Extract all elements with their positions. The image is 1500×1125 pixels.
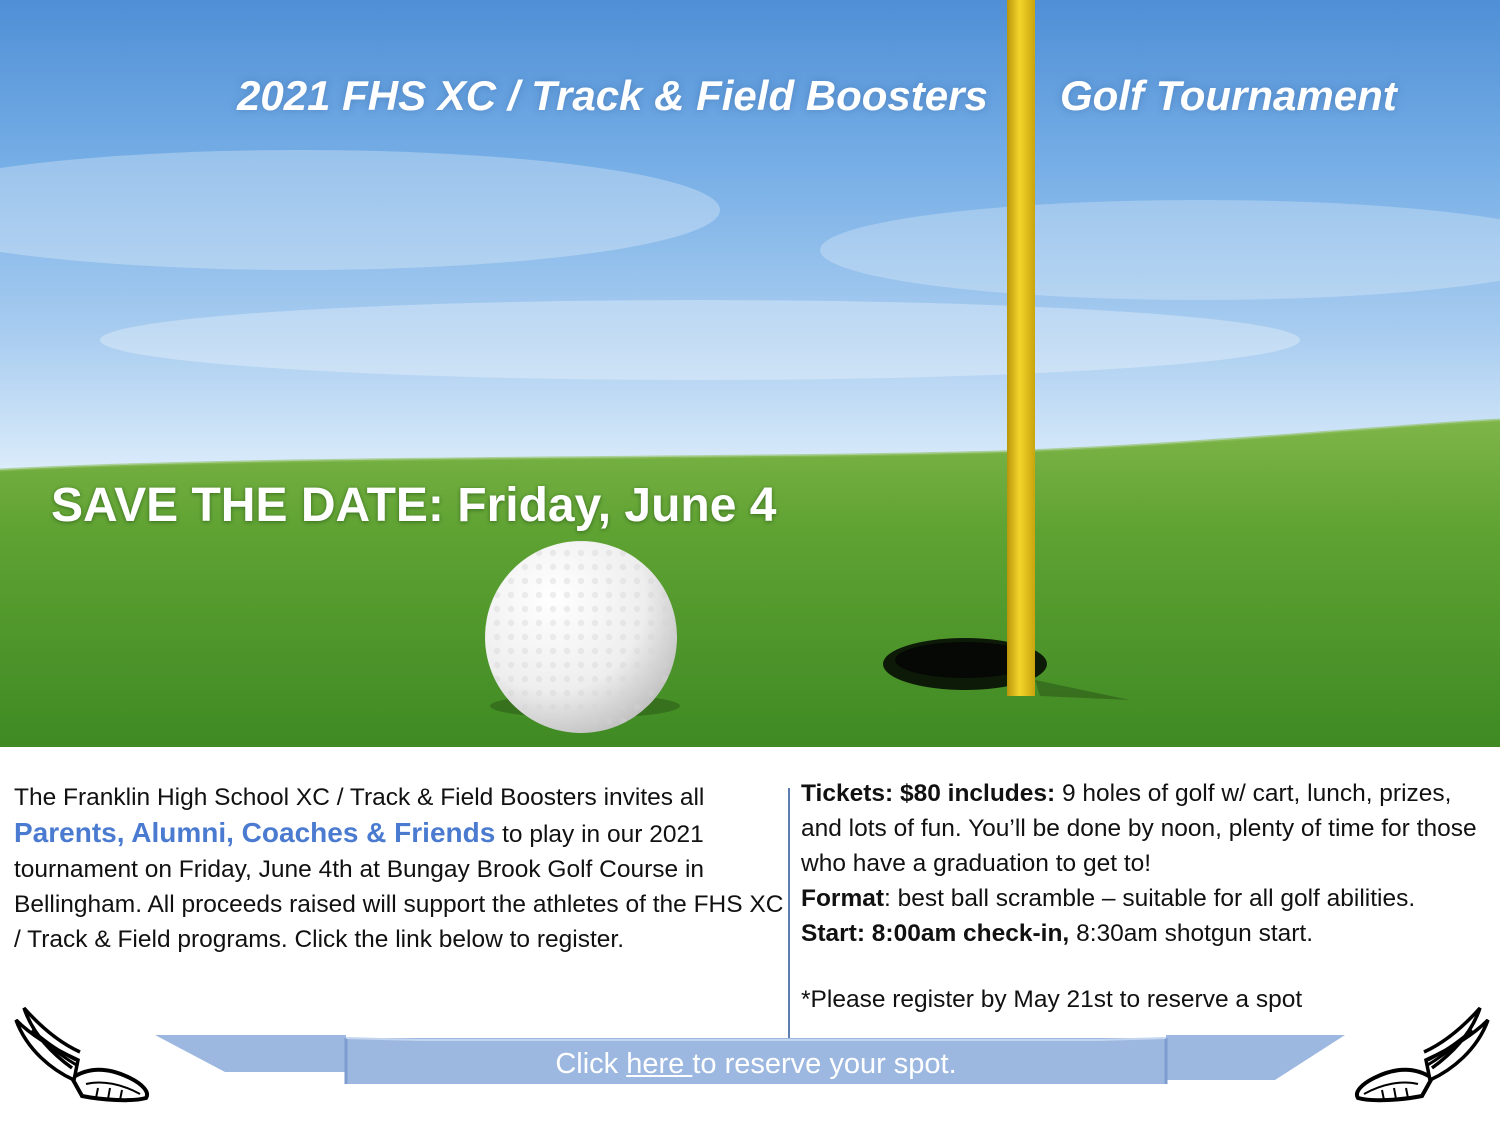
format-text: : best ball scramble – suitable for all golf abilities. (884, 885, 1416, 912)
event-title-suffix: Golf Tournament (1060, 72, 1397, 119)
event-title: 2021 FHS XC / Track & Field Boosters (237, 72, 988, 119)
winged-shoe-icon (12, 1000, 152, 1105)
audience-highlight: Parents, Alumni, Coaches & Friends (14, 817, 496, 848)
winged-shoe-icon (1352, 1000, 1492, 1105)
register-cta (346, 1040, 1166, 1088)
register-link[interactable]: here (626, 1048, 693, 1080)
event-details (801, 776, 1491, 951)
cta-prefix: Click (555, 1048, 627, 1080)
tickets-text: 9 holes of golf w/ cart, lunch, prizes, and lots of fun. You’ll be done by noon, plenty of time for those who have a graduation to get to! (801, 780, 1477, 877)
save-the-date-heading: SAVE THE DATE: Friday, June 4 (51, 479, 777, 532)
intro-paragraph (14, 780, 784, 957)
intro-body: to play in our 2021 tournament on Friday, June 4th at Bungay Brook Golf Course in Bellingham. All proceeds raised will support the athletes of the FHS XC / Track & Field programs. Click the link below to register. (14, 821, 784, 953)
registration-deadline-note: *Please register by May 21st to reserve a spot (801, 986, 1303, 1013)
start-text: 8:30am shotgun start. (1076, 920, 1314, 947)
format-label: Format (801, 885, 885, 912)
intro-line: The Franklin High School XC / Track & Field Boosters invites all (14, 784, 705, 811)
start-label: Start: 8:00am check-in, (801, 920, 1070, 947)
tickets-label: Tickets: $80 includes: (801, 780, 1056, 807)
cta-suffix: to reserve your spot. (692, 1048, 957, 1080)
